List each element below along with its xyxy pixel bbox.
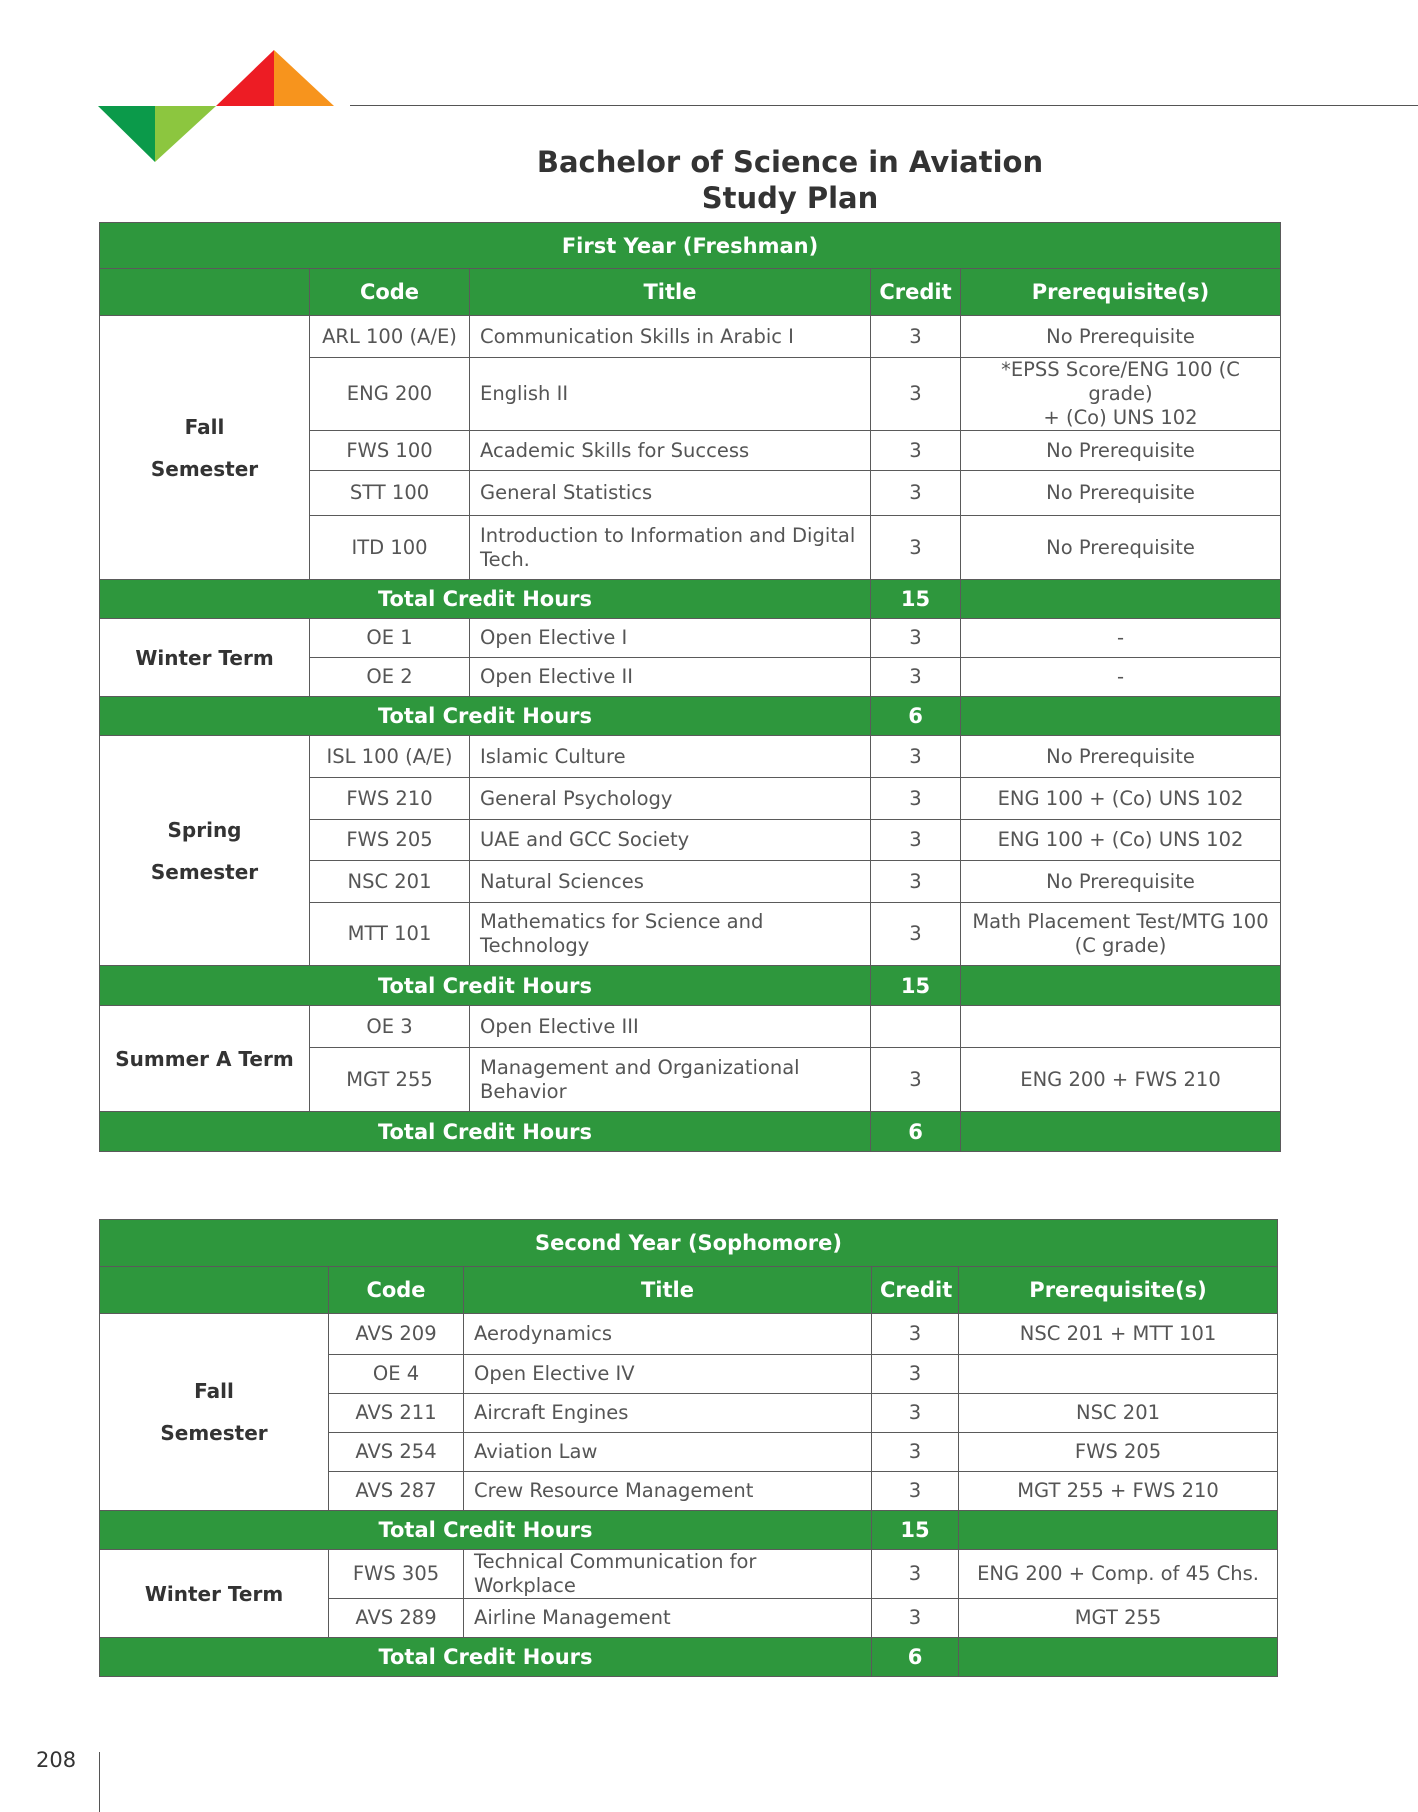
logo-light-green-triangle [155,106,216,162]
semester-column-header [100,1267,329,1314]
course-title: Islamic Culture [470,736,871,778]
total-value: 15 [872,1511,959,1550]
course-prereq: - [961,658,1281,697]
course-credit: 3 [871,820,961,861]
table-row [100,736,1281,778]
document-subtitle: Study Plan [701,181,879,215]
first-year-table [99,222,1281,1152]
course-title: Open Elective II [470,658,871,697]
course-title: Open Elective I [470,619,871,658]
course-code: OE 3 [310,1006,470,1048]
course-prereq: FWS 205 [959,1433,1278,1472]
course-code: ISL 100 (A/E) [310,736,470,778]
course-credit: 3 [871,903,961,966]
total-row [100,1638,1278,1677]
course-credit [871,1006,961,1048]
course-credit: 3 [872,1472,959,1511]
course-prereq: No Prerequisite [961,736,1281,778]
course-code: AVS 209 [329,1314,464,1355]
course-code: AVS 287 [329,1472,464,1511]
course-prereq: ENG 100 + (Co) UNS 102 [961,778,1281,820]
course-title: General Statistics [470,471,871,516]
course-prereq: NSC 201 + MTT 101 [959,1314,1278,1355]
course-credit: 3 [871,471,961,516]
course-credit: 3 [871,619,961,658]
course-prereq: No Prerequisite [961,861,1281,903]
prereq-column-header: Prerequisite(s) [961,269,1281,316]
total-label: Total Credit Hours [100,1511,872,1550]
course-credit: 3 [871,1048,961,1112]
course-credit: 3 [872,1599,959,1638]
course-title: Mathematics for Science and Technology [470,903,871,966]
semester-label: Winter Term [100,1550,329,1638]
course-credit: 3 [872,1355,959,1394]
course-credit: 3 [871,736,961,778]
total-label: Total Credit Hours [100,697,871,736]
course-title: Crew Resource Management [464,1472,872,1511]
course-credit: 3 [872,1314,959,1355]
header-rule [350,105,1418,106]
course-title: General Psychology [470,778,871,820]
semester-label: Fall Semester [100,316,310,580]
course-credit: 3 [871,358,961,431]
logo-red-triangle [216,50,274,106]
table-row [100,1006,1281,1048]
course-credit: 3 [871,861,961,903]
title-column-header: Title [464,1267,872,1314]
course-code: STT 100 [310,471,470,516]
course-title: Natural Sciences [470,861,871,903]
total-row [100,580,1281,619]
table-row [100,316,1281,358]
total-label: Total Credit Hours [100,1112,871,1152]
course-title: Open Elective IV [464,1355,872,1394]
course-title: Open Elective III [470,1006,871,1048]
total-row [100,697,1281,736]
table-row [100,1550,1278,1599]
year-heading: First Year (Freshman) [100,223,1281,269]
course-prereq: MGT 255 [959,1599,1278,1638]
course-prereq: No Prerequisite [961,316,1281,358]
course-prereq [961,1006,1281,1048]
course-code: ENG 200 [310,358,470,431]
course-code: OE 1 [310,619,470,658]
credit-column-header: Credit [872,1267,959,1314]
total-value: 6 [871,697,961,736]
page-number: 208 [36,1748,77,1772]
course-credit: 3 [871,778,961,820]
course-code: AVS 211 [329,1394,464,1433]
course-prereq: MGT 255 + FWS 210 [959,1472,1278,1511]
code-column-header: Code [329,1267,464,1314]
page-number-rule [99,1752,100,1812]
course-title: Academic Skills for Success [470,431,871,471]
course-credit: 3 [871,431,961,471]
course-title: Introduction to Information and Digital Tech. [470,516,871,580]
course-prereq: ENG 100 + (Co) UNS 102 [961,820,1281,861]
course-prereq: ENG 200 + FWS 210 [961,1048,1281,1112]
total-row [100,1112,1281,1152]
document-title: Bachelor of Science in Aviation [536,145,1044,179]
course-prereq: Math Placement Test/MTG 100 (C grade) [961,903,1281,966]
course-code: ARL 100 (A/E) [310,316,470,358]
total-label: Total Credit Hours [100,1638,872,1677]
course-title: Aircraft Engines [464,1394,872,1433]
course-credit: 3 [871,516,961,580]
total-label: Total Credit Hours [100,966,871,1006]
total-value: 15 [871,580,961,619]
semester-label: Spring Semester [100,736,310,966]
course-prereq: NSC 201 [959,1394,1278,1433]
year-heading: Second Year (Sophomore) [100,1220,1278,1267]
logo [98,50,334,162]
title-column-header: Title [470,269,871,316]
course-prereq: No Prerequisite [961,516,1281,580]
logo-dark-green-triangle [98,106,155,162]
prereq-column-header: Prerequisite(s) [959,1267,1278,1314]
total-row [100,1511,1278,1550]
course-prereq: No Prerequisite [961,471,1281,516]
course-credit: 3 [871,316,961,358]
course-title: UAE and GCC Society [470,820,871,861]
total-label: Total Credit Hours [100,580,871,619]
course-title: Technical Communication for Workplace [464,1550,872,1599]
course-title: Aviation Law [464,1433,872,1472]
total-row [100,966,1281,1006]
semester-column-header [100,269,310,316]
course-code: OE 4 [329,1355,464,1394]
semester-label: Winter Term [100,619,310,697]
course-prereq: No Prerequisite [961,431,1281,471]
course-credit: 3 [871,658,961,697]
course-title: English II [470,358,871,431]
course-credit: 3 [872,1433,959,1472]
semester-label: Summer A Term [100,1006,310,1112]
course-title: Airline Management [464,1599,872,1638]
course-code: FWS 305 [329,1550,464,1599]
semester-label: Fall Semester [100,1314,329,1511]
course-title: Aerodynamics [464,1314,872,1355]
table-row [100,619,1281,658]
course-code: AVS 289 [329,1599,464,1638]
course-prereq: *EPSS Score/ENG 100 (C grade) + (Co) UNS 102 [961,358,1281,431]
total-value: 6 [872,1638,959,1677]
course-credit: 3 [872,1394,959,1433]
course-credit: 3 [872,1550,959,1599]
course-code: MGT 255 [310,1048,470,1112]
course-title: Communication Skills in Arabic I [470,316,871,358]
total-value: 6 [871,1112,961,1152]
course-code: FWS 100 [310,431,470,471]
credit-column-header: Credit [871,269,961,316]
course-code: FWS 210 [310,778,470,820]
course-code: AVS 254 [329,1433,464,1472]
total-value: 15 [871,966,961,1006]
course-code: ITD 100 [310,516,470,580]
course-code: OE 2 [310,658,470,697]
course-prereq: - [961,619,1281,658]
course-prereq [959,1355,1278,1394]
logo-orange-triangle [274,50,334,106]
course-title: Management and Organizational Behavior [470,1048,871,1112]
course-code: MTT 101 [310,903,470,966]
code-column-header: Code [310,269,470,316]
course-prereq: ENG 200 + Comp. of 45 Chs. [959,1550,1278,1599]
second-year-table [99,1219,1278,1677]
table-row [100,1314,1278,1355]
course-code: FWS 205 [310,820,470,861]
course-code: NSC 201 [310,861,470,903]
